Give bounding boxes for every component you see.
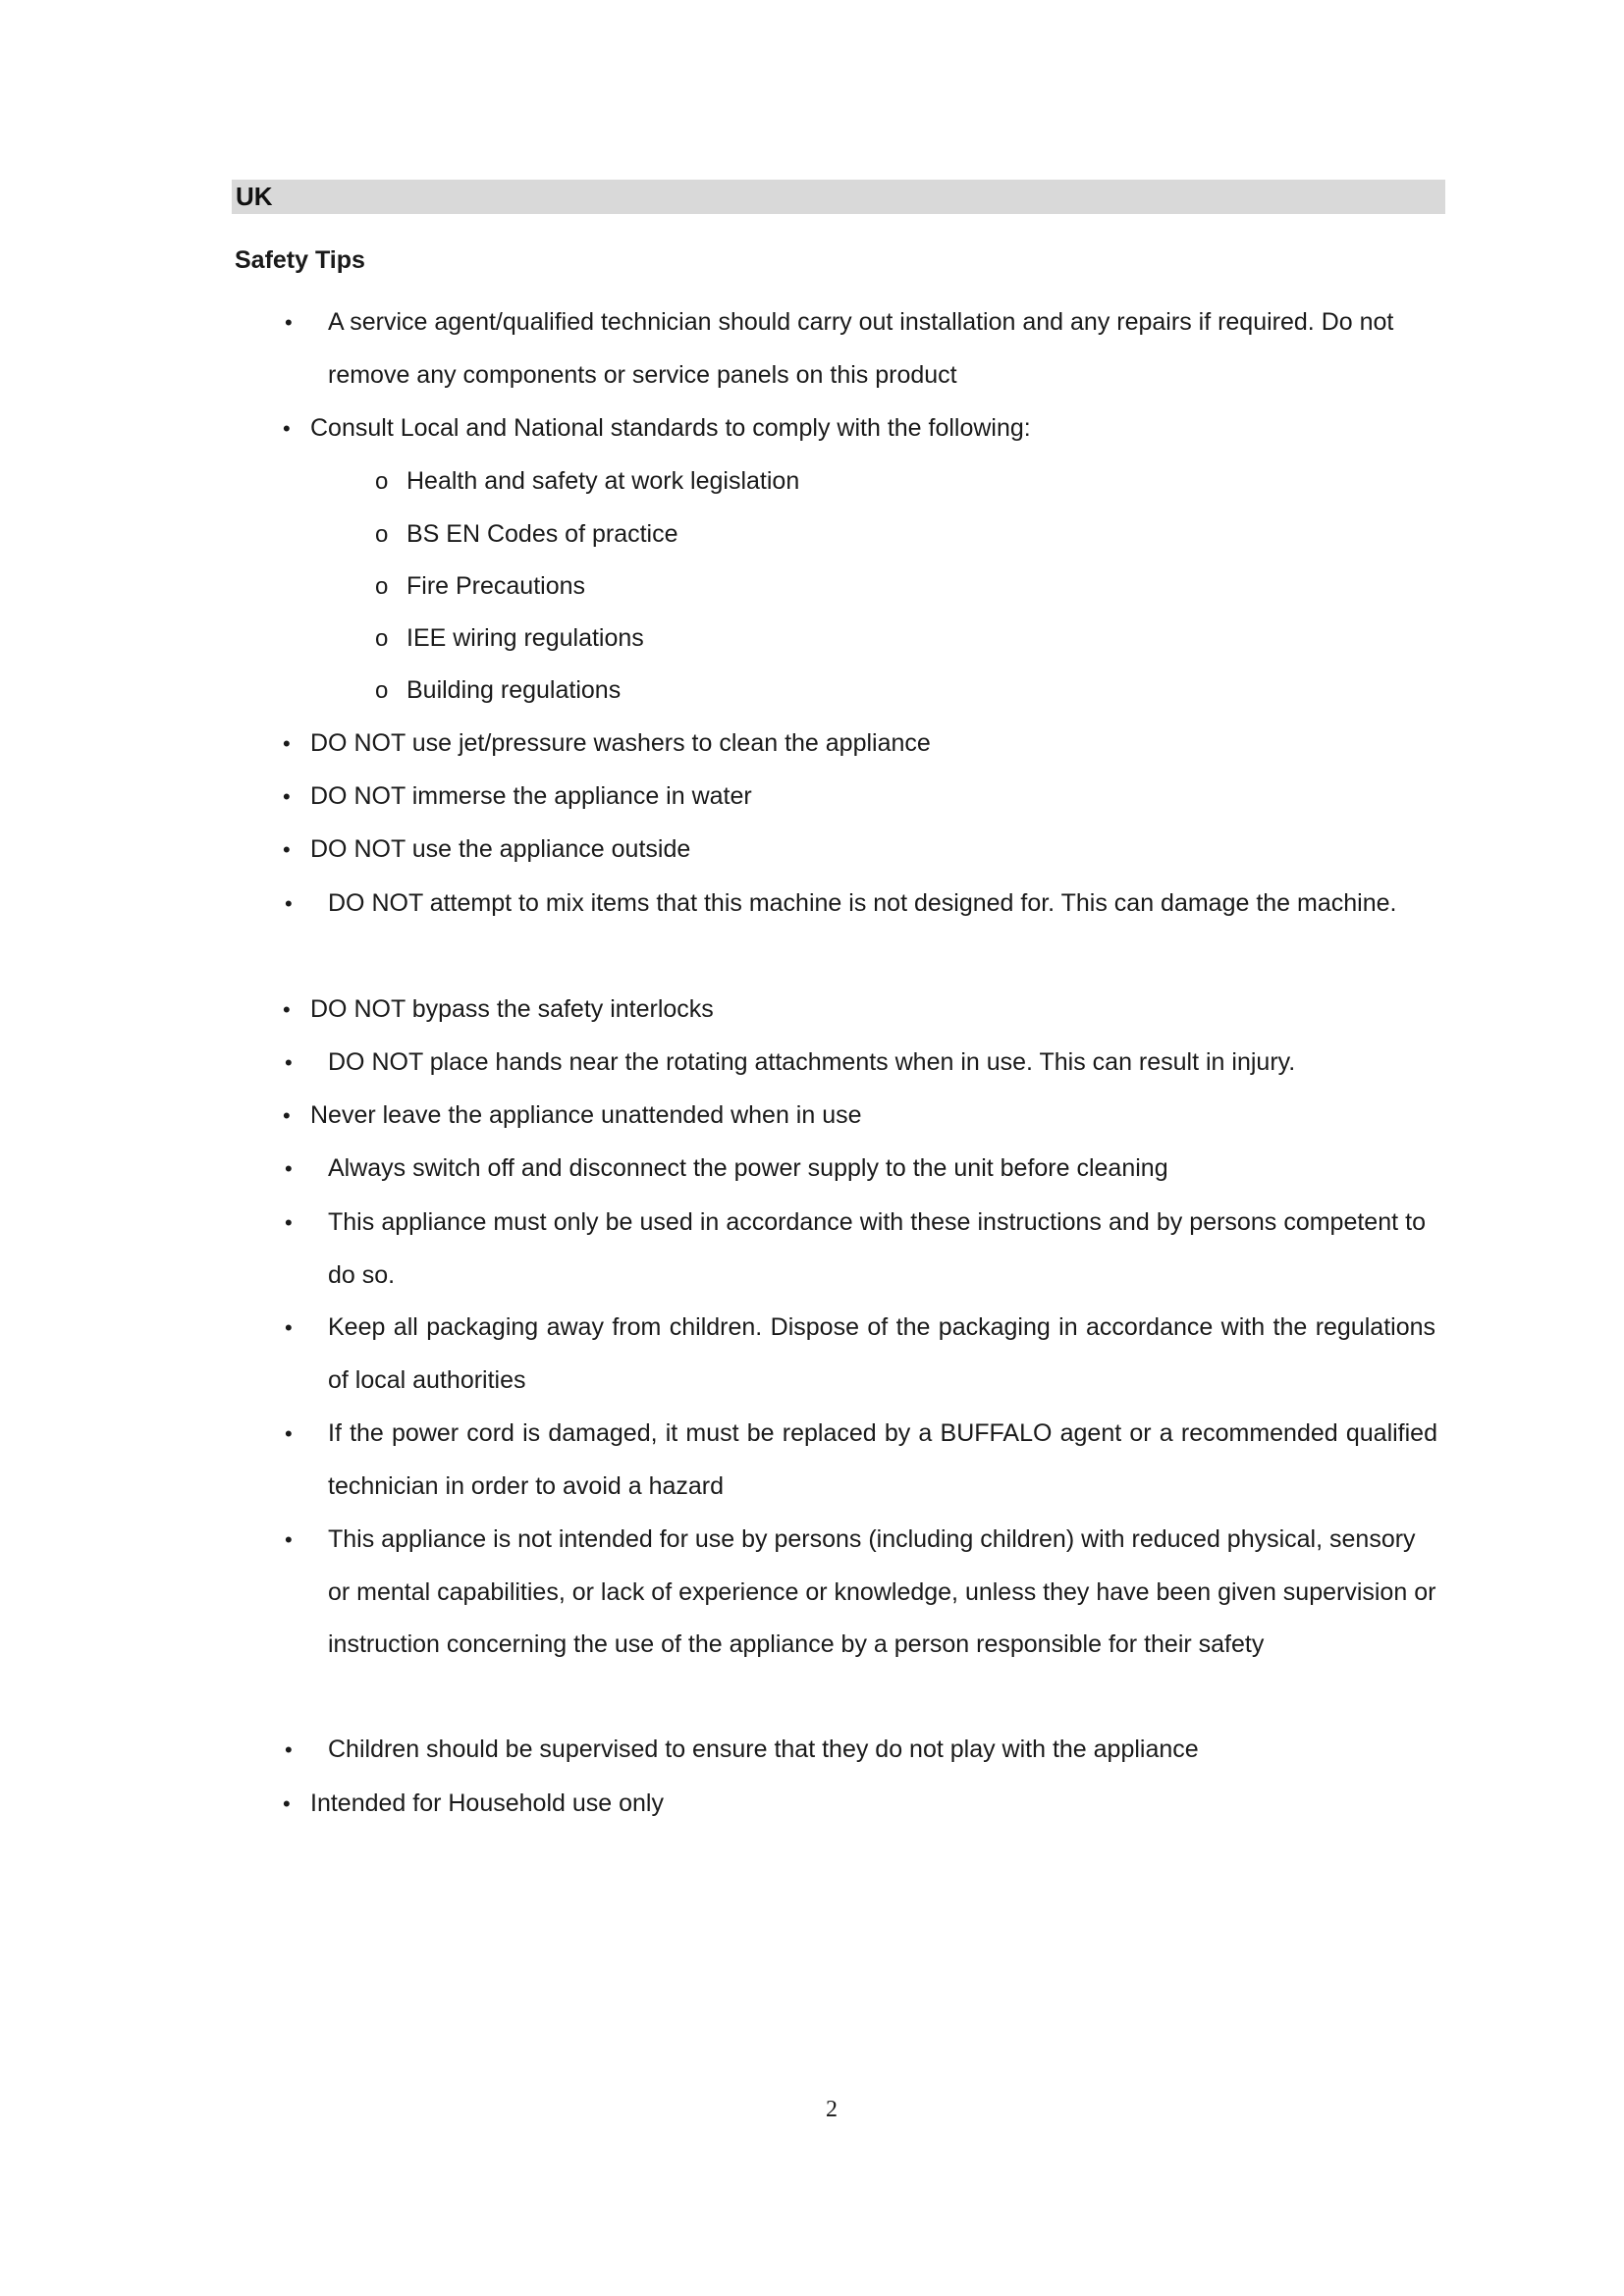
- page-number: 2: [826, 2097, 838, 2122]
- bullet-icon: •: [283, 731, 291, 756]
- bullet-icon: •: [285, 1527, 293, 1552]
- sub-bullet-icon: o: [375, 521, 389, 548]
- sub-bullet-icon: o: [375, 468, 389, 495]
- list-item-text: Intended for Household use only: [310, 1789, 664, 1817]
- list-item-text: Never leave the appliance unattended when in use: [310, 1101, 862, 1129]
- list-item-text: This appliance is not intended for use by persons (including children) with reduced physical, sensory or mental capabilities, or lack of experience or knowledge, unless they have been given supervision or instruction concerning the use of the appliance by a person responsible for their safety: [328, 1525, 1436, 1658]
- bullet-icon: •: [285, 310, 293, 335]
- list-item-text: DO NOT place hands near the rotating attachments when in use. This can result in injury.: [328, 1048, 1296, 1076]
- section-title: Safety Tips: [235, 246, 365, 274]
- list-item-text: DO NOT use the appliance outside: [310, 835, 691, 863]
- bullet-icon: •: [283, 1791, 291, 1816]
- sub-list-item-text: BS EN Codes of practice: [406, 520, 678, 548]
- list-item-text: DO NOT bypass the safety interlocks: [310, 995, 714, 1023]
- bullet-icon: •: [283, 1103, 291, 1128]
- bullet-icon: •: [283, 837, 291, 862]
- list-item-text: DO NOT attempt to mix items that this machine is not designed for. This can damage the machine.: [328, 889, 1397, 917]
- list-item-text: DO NOT immerse the appliance in water: [310, 782, 752, 810]
- list-item-text: Always switch off and disconnect the power supply to the unit before cleaning: [328, 1154, 1168, 1182]
- list-item-text: Children should be supervised to ensure that they do not play with the appliance: [328, 1735, 1199, 1763]
- bullet-icon: •: [285, 891, 293, 916]
- bullet-icon: •: [283, 416, 291, 441]
- bullet-icon: •: [285, 1737, 293, 1762]
- list-item-text: This appliance must only be used in accordance with these instructions and by persons competent to do so.: [328, 1208, 1426, 1289]
- sub-list-item-text: IEE wiring regulations: [406, 624, 644, 652]
- bullet-icon: •: [285, 1050, 293, 1075]
- bullet-icon: •: [285, 1210, 293, 1235]
- sub-list-item-text: Building regulations: [406, 676, 622, 704]
- list-item-text: A service agent/qualified technician should carry out installation and any repairs if required. Do not remove any components or service panels on this product: [328, 308, 1394, 389]
- list-item-text: Consult Local and National standards to comply with the following:: [310, 414, 1031, 442]
- language-label: UK: [236, 182, 273, 211]
- sub-bullet-icon: o: [375, 625, 389, 652]
- list-item-text: DO NOT use jet/pressure washers to clean the appliance: [310, 729, 931, 757]
- sub-list-item-text: Fire Precautions: [406, 572, 586, 600]
- sub-bullet-icon: o: [375, 573, 389, 600]
- bullet-icon: •: [283, 784, 291, 809]
- language-header-bar: [232, 180, 1445, 214]
- bullet-icon: •: [283, 997, 291, 1022]
- list-item-text: If the power cord is damaged, it must be replaced by a BUFFALO agent or a recommended qualified technician in order to avoid a hazard: [328, 1419, 1437, 1500]
- bullet-icon: •: [285, 1315, 293, 1340]
- bullet-icon: •: [285, 1156, 293, 1181]
- bullet-icon: •: [285, 1421, 293, 1446]
- sub-bullet-icon: o: [375, 677, 389, 704]
- list-item-text: Keep all packaging away from children. Dispose of the packaging in accordance with the regulations of local authorities: [328, 1313, 1435, 1394]
- sub-list-item-text: Health and safety at work legislation: [406, 467, 800, 495]
